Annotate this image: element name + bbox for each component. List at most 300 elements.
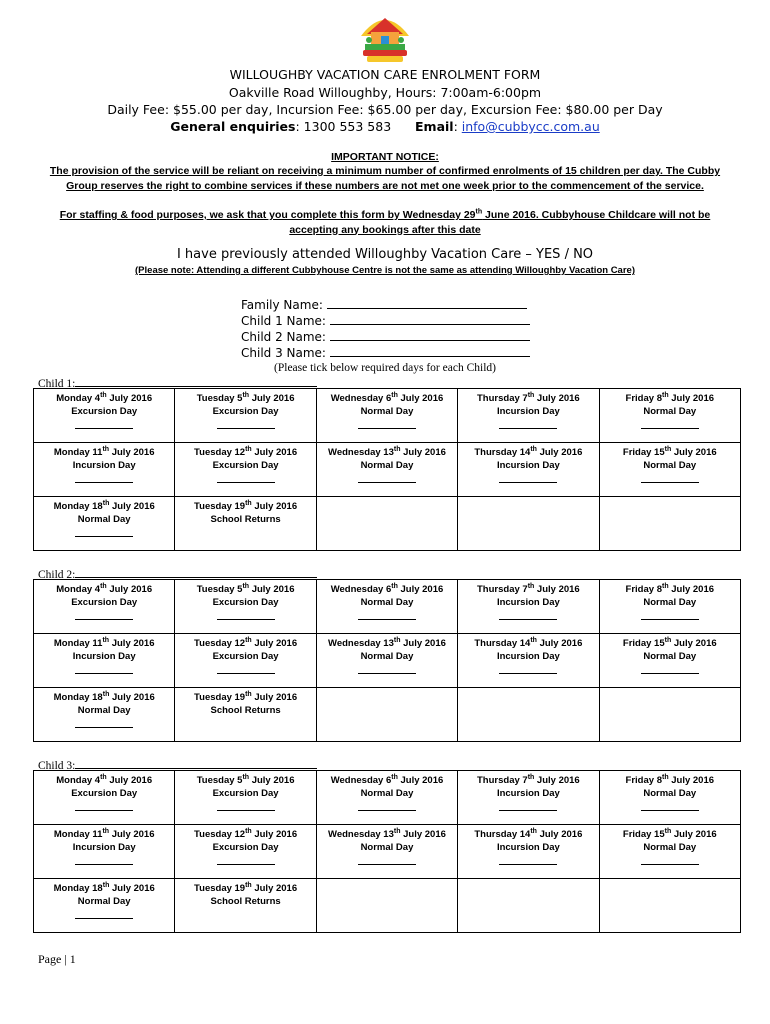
empty-cell — [458, 879, 599, 933]
days-row — [34, 771, 741, 825]
day-type: Incursion Day — [496, 597, 560, 608]
family-name-field[interactable] — [241, 297, 527, 313]
tick-line[interactable] — [75, 663, 133, 674]
day-date-text: Thursday 14 — [474, 829, 531, 840]
day-date-text: Friday 8 — [625, 393, 662, 404]
day-date-text: Tuesday 19 — [194, 692, 246, 703]
day-date-rest: July 2016 — [534, 775, 580, 786]
day-date-text: Monday 4 — [56, 584, 101, 595]
email-link[interactable]: info@cubbycc.com.au — [461, 119, 600, 134]
day-date-text: Monday 18 — [53, 883, 103, 894]
day-type: Excursion Day — [212, 460, 279, 471]
days-row — [34, 580, 741, 634]
day-date-rest: July 2016 — [671, 447, 717, 458]
day-date-suffix: th — [245, 690, 252, 698]
tick-line[interactable] — [499, 472, 557, 483]
child-1-label-line[interactable] — [75, 376, 317, 387]
tick-line[interactable] — [217, 800, 275, 811]
day-type: Normal Day — [643, 460, 697, 471]
day-date-text: Tuesday 19 — [194, 501, 246, 512]
day-date-text: Friday 8 — [625, 584, 662, 595]
day-date — [34, 688, 174, 704]
address-hours: Oakville Road Willoughby, Hours: 7:00am-6:00pm — [228, 85, 542, 100]
day-date-text: Wednesday 13 — [328, 447, 394, 458]
day-type: Incursion Day — [496, 460, 560, 471]
day-date-rest: July 2016 — [251, 883, 298, 894]
day-date — [175, 879, 315, 895]
day-date-suffix: th — [102, 445, 110, 453]
day-cell[interactable] — [34, 443, 175, 497]
day-date-rest: July 2016 — [106, 775, 153, 786]
day-date-suffix: th — [102, 827, 110, 835]
day-date — [34, 497, 174, 513]
day-cell[interactable] — [175, 771, 316, 825]
day-cell[interactable] — [34, 825, 175, 879]
day-date-suffix: th — [391, 582, 398, 590]
day-cell[interactable] — [34, 497, 175, 551]
day-cell[interactable] — [175, 825, 316, 879]
cubbyhouse-logo — [355, 10, 415, 64]
child-3-label-text: Child 3: — [38, 760, 76, 772]
day-date-rest: July 2016 — [109, 501, 155, 512]
day-type: Excursion Day — [71, 597, 138, 608]
day-date-rest: July 2016 — [668, 775, 715, 786]
day-date — [34, 443, 174, 459]
day-date-rest: July 2016 — [400, 447, 446, 458]
day-type: Incursion Day — [72, 842, 136, 853]
day-date-text: Monday 18 — [53, 692, 103, 703]
fee-info: Daily Fee: $55.00 per day, Incursion Fee: $65.00 per day, Excursion Fee: $80.00 per Day — [107, 102, 663, 117]
day-date — [175, 634, 315, 650]
day-type: School Returns — [210, 896, 281, 907]
attendance-note: (Please note: Attending a different Cubbyhouse Centre is not the same as attending Willoughby Vacation Care) — [135, 265, 635, 276]
day-cell[interactable] — [316, 634, 457, 688]
day-type: Normal Day — [643, 597, 697, 608]
day-date-suffix: th — [242, 391, 250, 399]
day-type: Normal Day — [643, 406, 697, 417]
day-cell[interactable] — [175, 634, 316, 688]
day-date-text: Monday 4 — [56, 775, 101, 786]
day-date — [317, 825, 457, 841]
days-row — [34, 879, 741, 933]
day-cell[interactable] — [34, 634, 175, 688]
tick-line[interactable] — [358, 472, 416, 483]
tick-line[interactable] — [641, 472, 699, 483]
empty-cell — [599, 879, 740, 933]
day-date-suffix: th — [527, 391, 535, 399]
tick-line[interactable] — [217, 418, 275, 429]
day-date-rest: July 2016 — [400, 638, 446, 649]
day-date-suffix: th — [242, 582, 250, 590]
day-date — [34, 580, 174, 596]
notice-p2-b: June 2016. Cubbyhouse Childcare will not be accepting any bookings after this date — [289, 209, 711, 236]
day-date — [34, 879, 174, 895]
enquiries-line: General enquiries: 1300 553 583 Email: info@cubbycc.com.au — [170, 119, 600, 134]
day-date-text: Monday 18 — [53, 501, 103, 512]
day-date-suffix: th — [393, 636, 401, 644]
day-date-text: Friday 15 — [622, 829, 665, 840]
day-date-text: Thursday 7 — [477, 584, 528, 595]
day-date-rest: July 2016 — [534, 584, 580, 595]
day-date-rest: July 2016 — [251, 501, 298, 512]
day-date-suffix: th — [102, 636, 110, 644]
child-1-name-line[interactable] — [330, 313, 530, 325]
child-2-days-table — [33, 579, 741, 742]
day-date-suffix: th — [100, 773, 107, 781]
family-name-label: Family Name: — [241, 298, 323, 312]
day-date-suffix: th — [393, 445, 401, 453]
day-date-text: Monday 4 — [56, 393, 101, 404]
day-date-text: Monday 11 — [53, 638, 103, 649]
day-date — [458, 580, 598, 596]
tick-line[interactable] — [75, 800, 133, 811]
day-date-text: Thursday 14 — [474, 638, 531, 649]
empty-cell — [458, 497, 599, 551]
empty-cell — [316, 879, 457, 933]
day-date — [600, 825, 740, 841]
day-date-text: Thursday 14 — [474, 447, 531, 458]
day-date-suffix: th — [245, 881, 252, 889]
day-date-rest: July 2016 — [534, 393, 580, 404]
tick-line[interactable] — [75, 418, 133, 429]
day-date-rest: July 2016 — [251, 829, 298, 840]
day-date-text: Friday 15 — [622, 638, 665, 649]
tick-line[interactable] — [641, 663, 699, 674]
day-date-rest: July 2016 — [400, 829, 446, 840]
child-3-name-label: Child 3 Name: — [241, 346, 326, 360]
day-date-suffix: th — [664, 445, 672, 453]
day-cell[interactable] — [34, 688, 175, 742]
tick-line[interactable] — [358, 800, 416, 811]
day-date-suffix: th — [661, 391, 669, 399]
day-cell[interactable] — [34, 879, 175, 933]
day-date-text: Tuesday 5 — [196, 584, 243, 595]
day-date — [458, 771, 598, 787]
day-type: Incursion Day — [72, 651, 136, 662]
tick-instruction: (Please tick below required days for each Child) — [274, 362, 496, 374]
day-date — [317, 634, 457, 650]
day-date-text: Tuesday 5 — [196, 393, 243, 404]
day-date-rest: July 2016 — [109, 638, 155, 649]
tick-line[interactable] — [75, 908, 133, 919]
child-2-label-text: Child 2: — [38, 569, 76, 581]
days-row — [34, 497, 741, 551]
day-date-rest: July 2016 — [109, 447, 155, 458]
tick-line[interactable] — [75, 472, 133, 483]
day-cell[interactable] — [34, 389, 175, 443]
day-date-rest: July 2016 — [109, 883, 155, 894]
day-cell[interactable] — [458, 771, 599, 825]
tick-line[interactable] — [641, 609, 699, 620]
day-type: Excursion Day — [71, 406, 138, 417]
day-type: Normal Day — [360, 651, 414, 662]
previous-attendance-question[interactable]: I have previously attended Willoughby Vacation Care – YES / NO — [176, 247, 594, 262]
tick-line[interactable] — [358, 663, 416, 674]
day-type: Incursion Day — [496, 406, 560, 417]
day-date-text: Thursday 7 — [477, 775, 528, 786]
day-date-rest: July 2016 — [397, 775, 444, 786]
day-date — [34, 825, 174, 841]
day-type: Excursion Day — [71, 788, 138, 799]
tick-line[interactable] — [499, 609, 557, 620]
day-date-rest: July 2016 — [671, 829, 717, 840]
day-date-rest: July 2016 — [249, 393, 295, 404]
form-title: WILLOUGHBY VACATION CARE ENROLMENT FORM — [229, 67, 541, 82]
day-type: Normal Day — [360, 842, 414, 853]
day-date-rest: July 2016 — [251, 692, 298, 703]
notice-heading: IMPORTANT NOTICE: — [331, 151, 439, 163]
day-date-text: Wednesday 6 — [330, 584, 392, 595]
child-2-label-line[interactable] — [75, 567, 317, 578]
day-cell[interactable] — [599, 771, 740, 825]
day-date-rest: July 2016 — [671, 638, 717, 649]
day-cell[interactable] — [316, 771, 457, 825]
day-date-suffix: th — [100, 582, 107, 590]
day-type: School Returns — [210, 705, 281, 716]
day-cell[interactable] — [458, 389, 599, 443]
days-row — [34, 688, 741, 742]
tick-line[interactable] — [75, 609, 133, 620]
day-type: Normal Day — [643, 651, 697, 662]
days-row — [34, 825, 741, 879]
tick-line[interactable] — [499, 800, 557, 811]
days-row — [34, 389, 741, 443]
day-cell[interactable] — [175, 580, 316, 634]
day-date-text: Monday 11 — [53, 829, 103, 840]
notice-paragraph-1: The provision of the service will be reliant on receiving a minimum number of confirmed enrolments of 15 children per day. The Cubby Group reserves the right to combine services if these numbers are not met one week prior to the commencement of the service. — [49, 165, 721, 192]
child-2-name-label: Child 2 Name: — [241, 330, 326, 344]
empty-cell — [316, 497, 457, 551]
day-type: Excursion Day — [212, 842, 279, 853]
day-cell[interactable] — [316, 580, 457, 634]
day-date — [600, 580, 740, 596]
day-cell[interactable] — [458, 580, 599, 634]
day-date-text: Friday 8 — [625, 775, 662, 786]
notice-p2-a: For staffing & food purposes, we ask that you complete this form by Wednesday 29 — [59, 209, 476, 221]
tick-line[interactable] — [358, 609, 416, 620]
day-date-suffix: th — [661, 773, 669, 781]
day-date-text: Tuesday 12 — [194, 829, 246, 840]
day-date-suffix: th — [530, 636, 537, 644]
day-date-rest: July 2016 — [251, 447, 298, 458]
day-cell[interactable] — [316, 389, 457, 443]
day-date-suffix: th — [102, 690, 110, 698]
day-date-rest: July 2016 — [668, 393, 715, 404]
day-date-suffix: th — [102, 881, 110, 889]
day-date — [175, 497, 315, 513]
tick-line[interactable] — [217, 472, 275, 483]
day-date-rest: July 2016 — [668, 584, 715, 595]
day-date-suffix: th — [664, 827, 672, 835]
tick-line[interactable] — [499, 663, 557, 674]
page-number: Page | 1 — [38, 952, 76, 966]
day-date — [600, 634, 740, 650]
day-date-text: Wednesday 13 — [328, 638, 394, 649]
day-cell[interactable] — [599, 389, 740, 443]
day-type: Normal Day — [643, 842, 697, 853]
day-date — [317, 443, 457, 459]
day-type: School Returns — [210, 514, 281, 525]
notice-paragraph-2 — [38, 208, 732, 237]
day-cell[interactable] — [599, 634, 740, 688]
day-cell[interactable] — [175, 389, 316, 443]
day-date — [175, 389, 315, 405]
day-type: Incursion Day — [496, 788, 560, 799]
day-date — [600, 389, 740, 405]
day-type: Normal Day — [360, 460, 414, 471]
day-date-suffix: th — [527, 582, 535, 590]
day-date-suffix: th — [527, 773, 535, 781]
day-date-suffix: th — [661, 582, 669, 590]
day-type: Normal Day — [77, 514, 131, 525]
child-2-name-line[interactable] — [330, 329, 530, 341]
day-date — [34, 771, 174, 787]
day-date-text: Wednesday 6 — [330, 775, 392, 786]
day-cell[interactable] — [458, 825, 599, 879]
day-cell[interactable] — [175, 688, 316, 742]
day-cell[interactable] — [175, 497, 316, 551]
day-cell[interactable] — [175, 879, 316, 933]
day-date-suffix: th — [391, 773, 398, 781]
day-date-suffix: th — [245, 827, 252, 835]
day-date — [458, 825, 598, 841]
tick-line[interactable] — [499, 854, 557, 865]
empty-cell — [599, 497, 740, 551]
child-3-name-field[interactable] — [241, 345, 530, 361]
day-cell[interactable] — [599, 443, 740, 497]
day-cell[interactable] — [458, 443, 599, 497]
day-date-suffix: th — [530, 445, 537, 453]
child-3-days-table — [33, 770, 741, 933]
tick-line[interactable] — [358, 418, 416, 429]
day-date — [317, 580, 457, 596]
day-type: Normal Day — [643, 788, 697, 799]
day-date-suffix: th — [245, 445, 252, 453]
day-date-rest: July 2016 — [397, 393, 444, 404]
day-date-rest: July 2016 — [536, 638, 583, 649]
day-cell[interactable] — [34, 580, 175, 634]
day-type: Incursion Day — [72, 460, 136, 471]
day-cell[interactable] — [599, 580, 740, 634]
day-type: Excursion Day — [212, 788, 279, 799]
tick-line[interactable] — [217, 854, 275, 865]
day-date — [458, 634, 598, 650]
day-cell[interactable] — [316, 825, 457, 879]
day-type: Normal Day — [77, 896, 131, 907]
day-date-suffix: th — [100, 391, 107, 399]
day-date-text: Tuesday 12 — [194, 638, 246, 649]
day-type: Excursion Day — [212, 406, 279, 417]
day-date-text: Tuesday 19 — [194, 883, 246, 894]
tick-line[interactable] — [499, 418, 557, 429]
child-1-label-text: Child 1: — [38, 378, 76, 390]
day-date — [34, 389, 174, 405]
notice-p2-sup: th — [475, 208, 483, 216]
day-date-text: Monday 11 — [53, 447, 103, 458]
tick-line[interactable] — [358, 854, 416, 865]
day-cell[interactable] — [175, 443, 316, 497]
day-date-rest: July 2016 — [251, 638, 298, 649]
empty-cell — [458, 688, 599, 742]
tick-line[interactable] — [75, 717, 133, 728]
day-cell[interactable] — [458, 634, 599, 688]
day-date — [458, 389, 598, 405]
day-date-text: Tuesday 5 — [196, 775, 243, 786]
day-date-rest: July 2016 — [536, 447, 583, 458]
empty-cell — [316, 688, 457, 742]
day-date-text: Friday 15 — [622, 447, 665, 458]
day-date — [317, 389, 457, 405]
tick-line[interactable] — [75, 526, 133, 537]
day-date — [175, 688, 315, 704]
day-date-rest: July 2016 — [109, 692, 155, 703]
child-1-name-label: Child 1 Name: — [241, 314, 326, 328]
days-row — [34, 634, 741, 688]
child-2-name-field[interactable] — [241, 329, 530, 345]
family-name-line[interactable] — [327, 297, 527, 309]
day-date-suffix: th — [102, 499, 110, 507]
tick-line[interactable] — [75, 854, 133, 865]
day-date-rest: July 2016 — [106, 393, 153, 404]
child-1-days-table — [33, 388, 741, 551]
tick-line[interactable] — [641, 854, 699, 865]
day-date-text: Wednesday 13 — [328, 829, 394, 840]
day-type: Incursion Day — [496, 842, 560, 853]
day-type: Excursion Day — [212, 651, 279, 662]
child-3-name-line[interactable] — [330, 345, 530, 357]
day-date-suffix: th — [245, 636, 252, 644]
day-date — [175, 771, 315, 787]
day-date-rest: July 2016 — [536, 829, 583, 840]
enquiries-label: General enquiries — [170, 119, 296, 134]
day-date-rest: July 2016 — [109, 829, 155, 840]
day-date-text: Wednesday 6 — [330, 393, 392, 404]
day-date — [175, 443, 315, 459]
tick-line[interactable] — [217, 663, 275, 674]
empty-cell — [599, 688, 740, 742]
day-date-rest: July 2016 — [106, 584, 153, 595]
day-cell[interactable] — [34, 771, 175, 825]
day-date — [600, 443, 740, 459]
day-date-suffix: th — [245, 499, 252, 507]
day-date — [317, 771, 457, 787]
day-date-rest: July 2016 — [249, 775, 295, 786]
day-date — [175, 825, 315, 841]
day-date-rest: July 2016 — [397, 584, 444, 595]
day-type: Excursion Day — [212, 597, 279, 608]
day-type: Normal Day — [360, 788, 414, 799]
email-label: Email — [415, 119, 454, 134]
child-1-name-field[interactable] — [241, 313, 530, 329]
child-3-label-line[interactable] — [75, 758, 317, 769]
day-date-suffix: th — [391, 391, 398, 399]
day-date — [458, 443, 598, 459]
enquiries-phone: : 1300 553 583 — [295, 119, 392, 134]
day-type: Incursion Day — [496, 651, 560, 662]
day-date — [175, 580, 315, 596]
day-cell[interactable] — [316, 443, 457, 497]
tick-line[interactable] — [641, 418, 699, 429]
tick-line[interactable] — [641, 800, 699, 811]
day-date-text: Tuesday 12 — [194, 447, 246, 458]
day-cell[interactable] — [599, 825, 740, 879]
day-date-suffix: th — [242, 773, 250, 781]
day-date — [600, 771, 740, 787]
days-row — [34, 443, 741, 497]
day-date — [34, 634, 174, 650]
day-type: Normal Day — [360, 597, 414, 608]
tick-line[interactable] — [217, 609, 275, 620]
